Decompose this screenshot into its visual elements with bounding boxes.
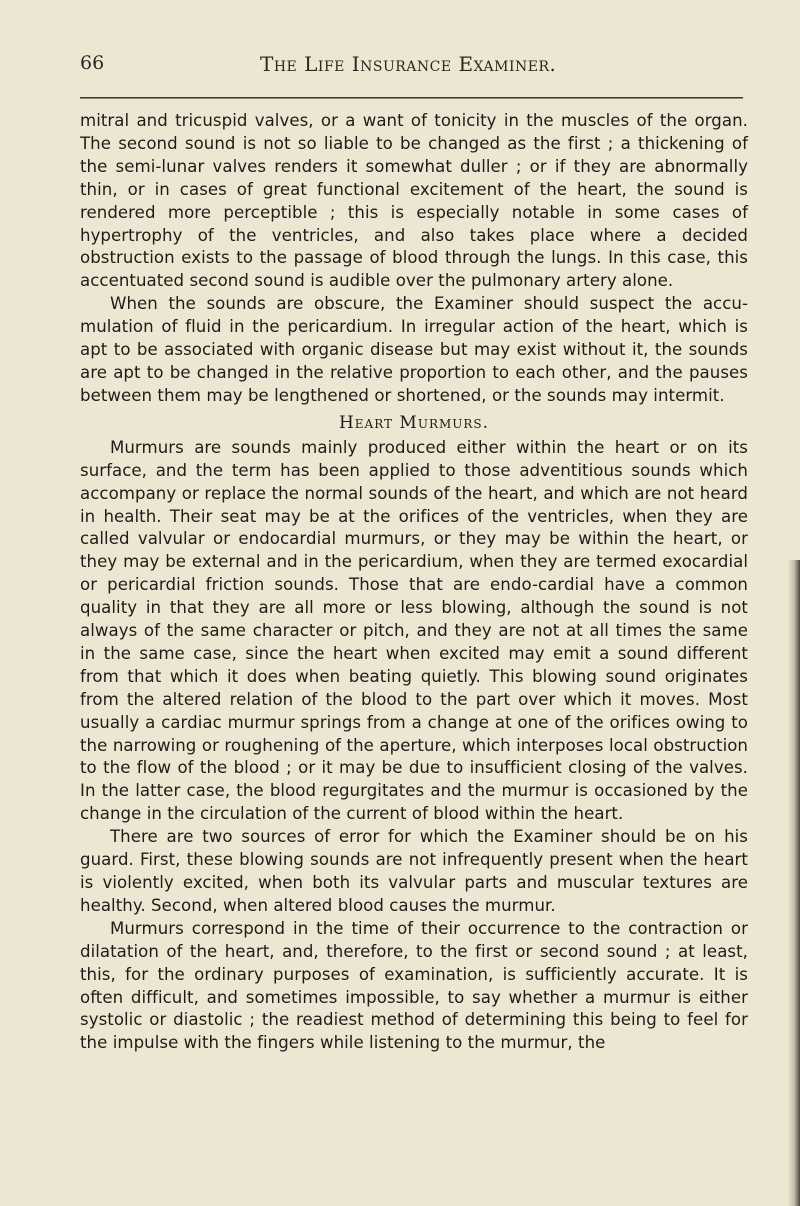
paragraph: mitral and tricuspid valves, or a want of tonicity in the muscles of the organ. The second sound is not so liable to be changed as the first ; a thickening of the semi-lunar valves renders it somewhat duller ; or if they are abnormally thin, or in cases of great functional excitement of the heart, the sound is rendered more perceptible ; this is especially notable in some cases of hypertrophy of the ventricles, and also takes place where a decided obstruction exists to the passage of blood through the lungs. In this case, this accentuated second sound is audible over the pulmonary artery alone. (80, 111, 748, 291)
running-header (80, 52, 750, 82)
paragraph: There are two sources of error for which the Examiner should be on his guard. First, these blowing sounds are not infrequently present when the heart is violently excited, when both its valvular parts and muscular textures are healthy. Second, when altered blood causes the murmur. (80, 827, 748, 915)
paragraph: Murmurs are sounds mainly produced either within the heart or on its surface, and the term has been applied to those adventitious sounds which accompany or replace the normal sounds of the heart, and which are not heard in health. Their seat may be at the orifices of the ventricles, when they are called valvular or endocardial murmurs, or they may be within the heart, or they may be external and in the pericardium, when they are termed exocardial or pericardial friction sounds. Those that are endo-cardial have a common quality in that they are all more or less blowing, although the sound is not always of the same character or pitch, and they are not at all times the same in the same case, since the heart when excited may emit a sound different from that which it does when beating quietly. This blowing sound originates from the altered relation of the blood to the part over which it moves. Most usually a cardiac murmur springs from a change at one of the orifices owing to the narrowing or roughening of the aperture, which interposes local obstruction to the flow of the blood ; or it may be due to insufficient closing of the valves. In the latter case, the blood regurgitates and the murmur is occasioned by the change in the circulation of the current of blood within the heart. (80, 437, 748, 824)
page-number: 66 (80, 52, 105, 74)
paragraph: When the sounds are obscure, the Examiner should suspect the accu-mulation of fluid in the pericardium. In irregular action of the heart, which is apt to be associated with organic disease but may exist without it, the sounds are apt to be changed in the relative proportion to each other, and the pauses between them may be lengthened or shortened, or the sounds may intermit. (80, 294, 748, 405)
page-edge-shadow (788, 560, 800, 1206)
header-rule (80, 97, 743, 99)
running-title: The Life Insurance Examiner. (260, 52, 557, 76)
section-heading: Heart Murmurs. (338, 412, 490, 433)
paragraph: Murmurs correspond in the time of their occurrence to the contraction or dilatation of the heart, and, therefore, to the first or second sound ; at least, this, for the ordinary purposes of examination, is sufficiently accurate. It is often difficult, and sometimes impossible, to say whether a murmur is either systolic or diastolic ; the readiest method of determining this being to feel for the impulse with the fingers while listening to the murmur, the (80, 918, 748, 1053)
body-text (80, 110, 748, 1055)
